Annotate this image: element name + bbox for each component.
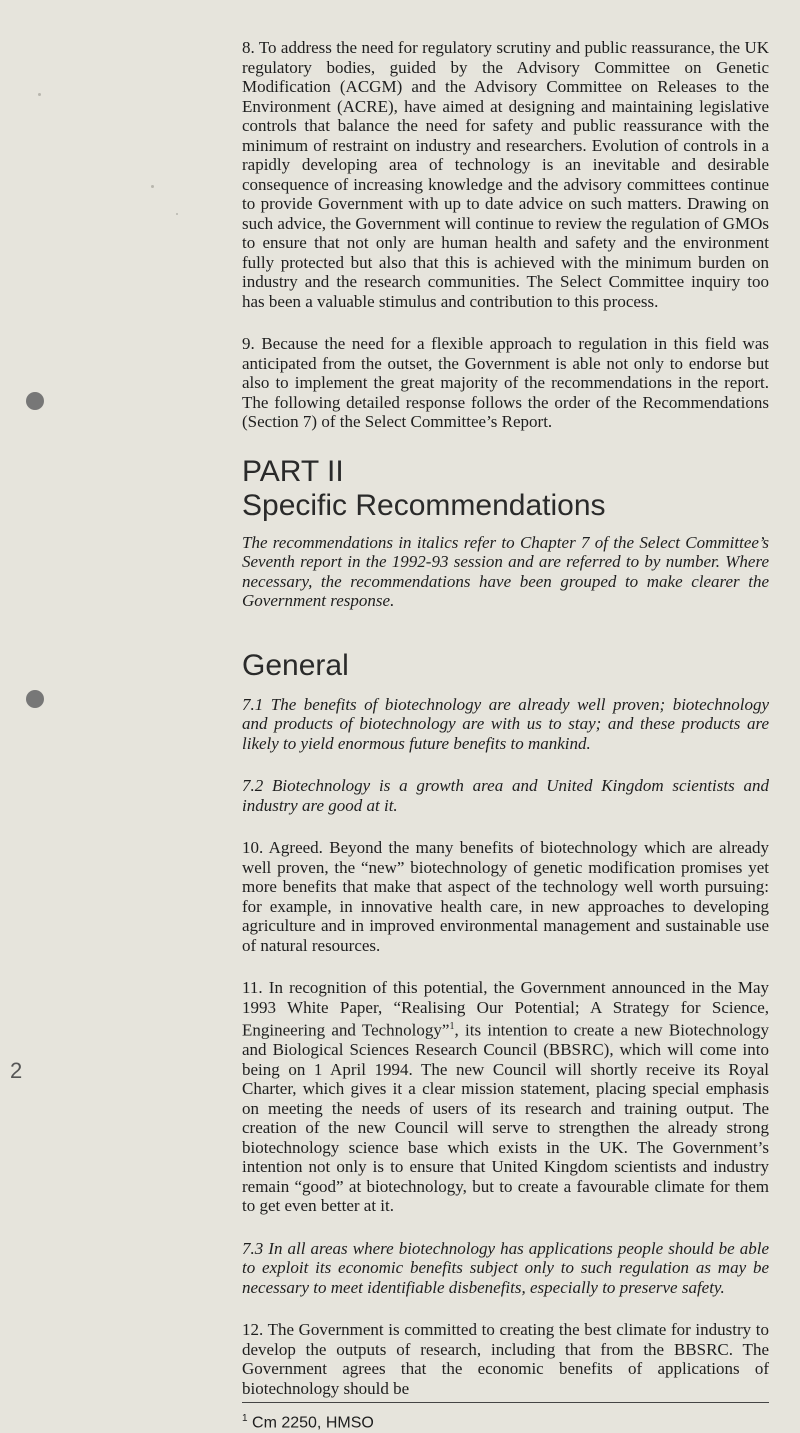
document-body xyxy=(242,38,769,1433)
paper-speck xyxy=(151,185,154,188)
paper-speck xyxy=(38,93,41,96)
paragraph-8: 8. To address the need for regulatory scrutiny and public reassurance, the UK regulatory bodies, guided by the Advisory Committee on Genetic Modification (ACGM) and the Advisory Committee on Releases to the Environment (ACRE), have aimed at designing and maintaining legislative controls that balance the need for safety and public reassurance with the minimum of restraint on industry and researchers. Evolution of controls in a rapidly developing area of technology is an inevitable and desirable consequence of increasing knowledge and the advisory committees continue to provide Government with up to date advice on such matters. Drawing on such advice, the Government will continue to review the regulation of GMOs to ensure that not only are human health and safety and the environment fully protected but also that this is achieved with the minimum burden on industry and the research communities. The Select Committee inquiry too has been a valuable stimulus and contribution to this process. xyxy=(242,38,769,311)
punch-hole xyxy=(26,392,44,410)
paragraph-12: 12. The Government is committed to creating the best climate for industry to develop the outputs of research, including that from the BBSRC. The Government agrees that the economic benefits of applications of biotechnology should be xyxy=(242,1320,769,1398)
footnote-divider xyxy=(242,1402,769,1403)
punch-hole xyxy=(26,690,44,708)
general-heading: General xyxy=(242,648,349,682)
paragraph-11 xyxy=(242,978,769,1216)
recommendation-7-2: 7.2 Biotechnology is a growth area and United Kingdom scientists and industry are good at it. xyxy=(242,776,769,815)
intro-note: The recommendations in italics refer to Chapter 7 of the Select Committee’s Seventh report in the 1992-93 session and are referred to by number. Where necessary, the recommendations have been grouped to make clearer the Government response. xyxy=(242,532,769,610)
paragraph-10: 10. Agreed. Beyond the many benefits of biotechnology which are already well proven, the “new” biotechnology of genetic modification promises yet more benefits that make that aspect of the technology well worth pursuing: for example, in innovative health care, in new approaches to developing agriculture and in improved environmental management and sustainable use of natural resources. xyxy=(242,838,769,955)
footnote-text: Cm 2250, HMSO xyxy=(247,1414,374,1432)
paragraph-9: 9. Because the need for a flexible approach to regulation in this field was anticipated from the outset, the Government is able not only to endorse but also to implement the great majority of the recommendations in the report. The following detailed response follows the order of the Recommendations (Section 7) of the Select Committee’s Report. xyxy=(242,334,769,431)
footnote xyxy=(242,1409,769,1433)
paragraph-11-start: 11. In recognition of this potential, the Government announced in the May 1993 White Paper, “Realising Our Potential; A Strategy for Science, Engineering and Technology” xyxy=(242,978,769,1040)
recommendation-7-1: 7.1 The benefits of biotechnology are already well proven; biotechnology and products of biotechnology are with us to stay; and these products are likely to yield enormous future benefits to mankind. xyxy=(242,694,769,753)
part-title: PART II xyxy=(242,454,344,488)
paragraph-11-rest: , its intention to create a new Biotechnology and Biological Sciences Research Council (BBSRC), which will come into being on 1 April 1994. The new Council will shortly receive its Royal Charter, which gives it a clear mission statement, placing special emphasis on meeting the needs of users of its research and training output. The creation of the new Council will serve to strengthen the already strong biotechnology science base which exists in the UK. The Government’s intention not only is to ensure that United Kingdom scientists and industry remain “good” at biotechnology, but to create a favourable climate for them to get even better at it. xyxy=(242,1020,769,1216)
paper-speck xyxy=(176,213,178,215)
section-title: Specific Recommendations xyxy=(242,488,606,522)
page-number: 2 xyxy=(10,1058,23,1083)
footnote-marker: 1 xyxy=(242,1413,248,1425)
recommendation-7-3: 7.3 In all areas where biotechnology has applications people should be able to exploit its economic benefits subject only to such regulation as may be necessary to meet identifiable disbenefits, especially to preserve safety. xyxy=(242,1238,769,1297)
footnote-reference: 1 xyxy=(449,1021,455,1032)
